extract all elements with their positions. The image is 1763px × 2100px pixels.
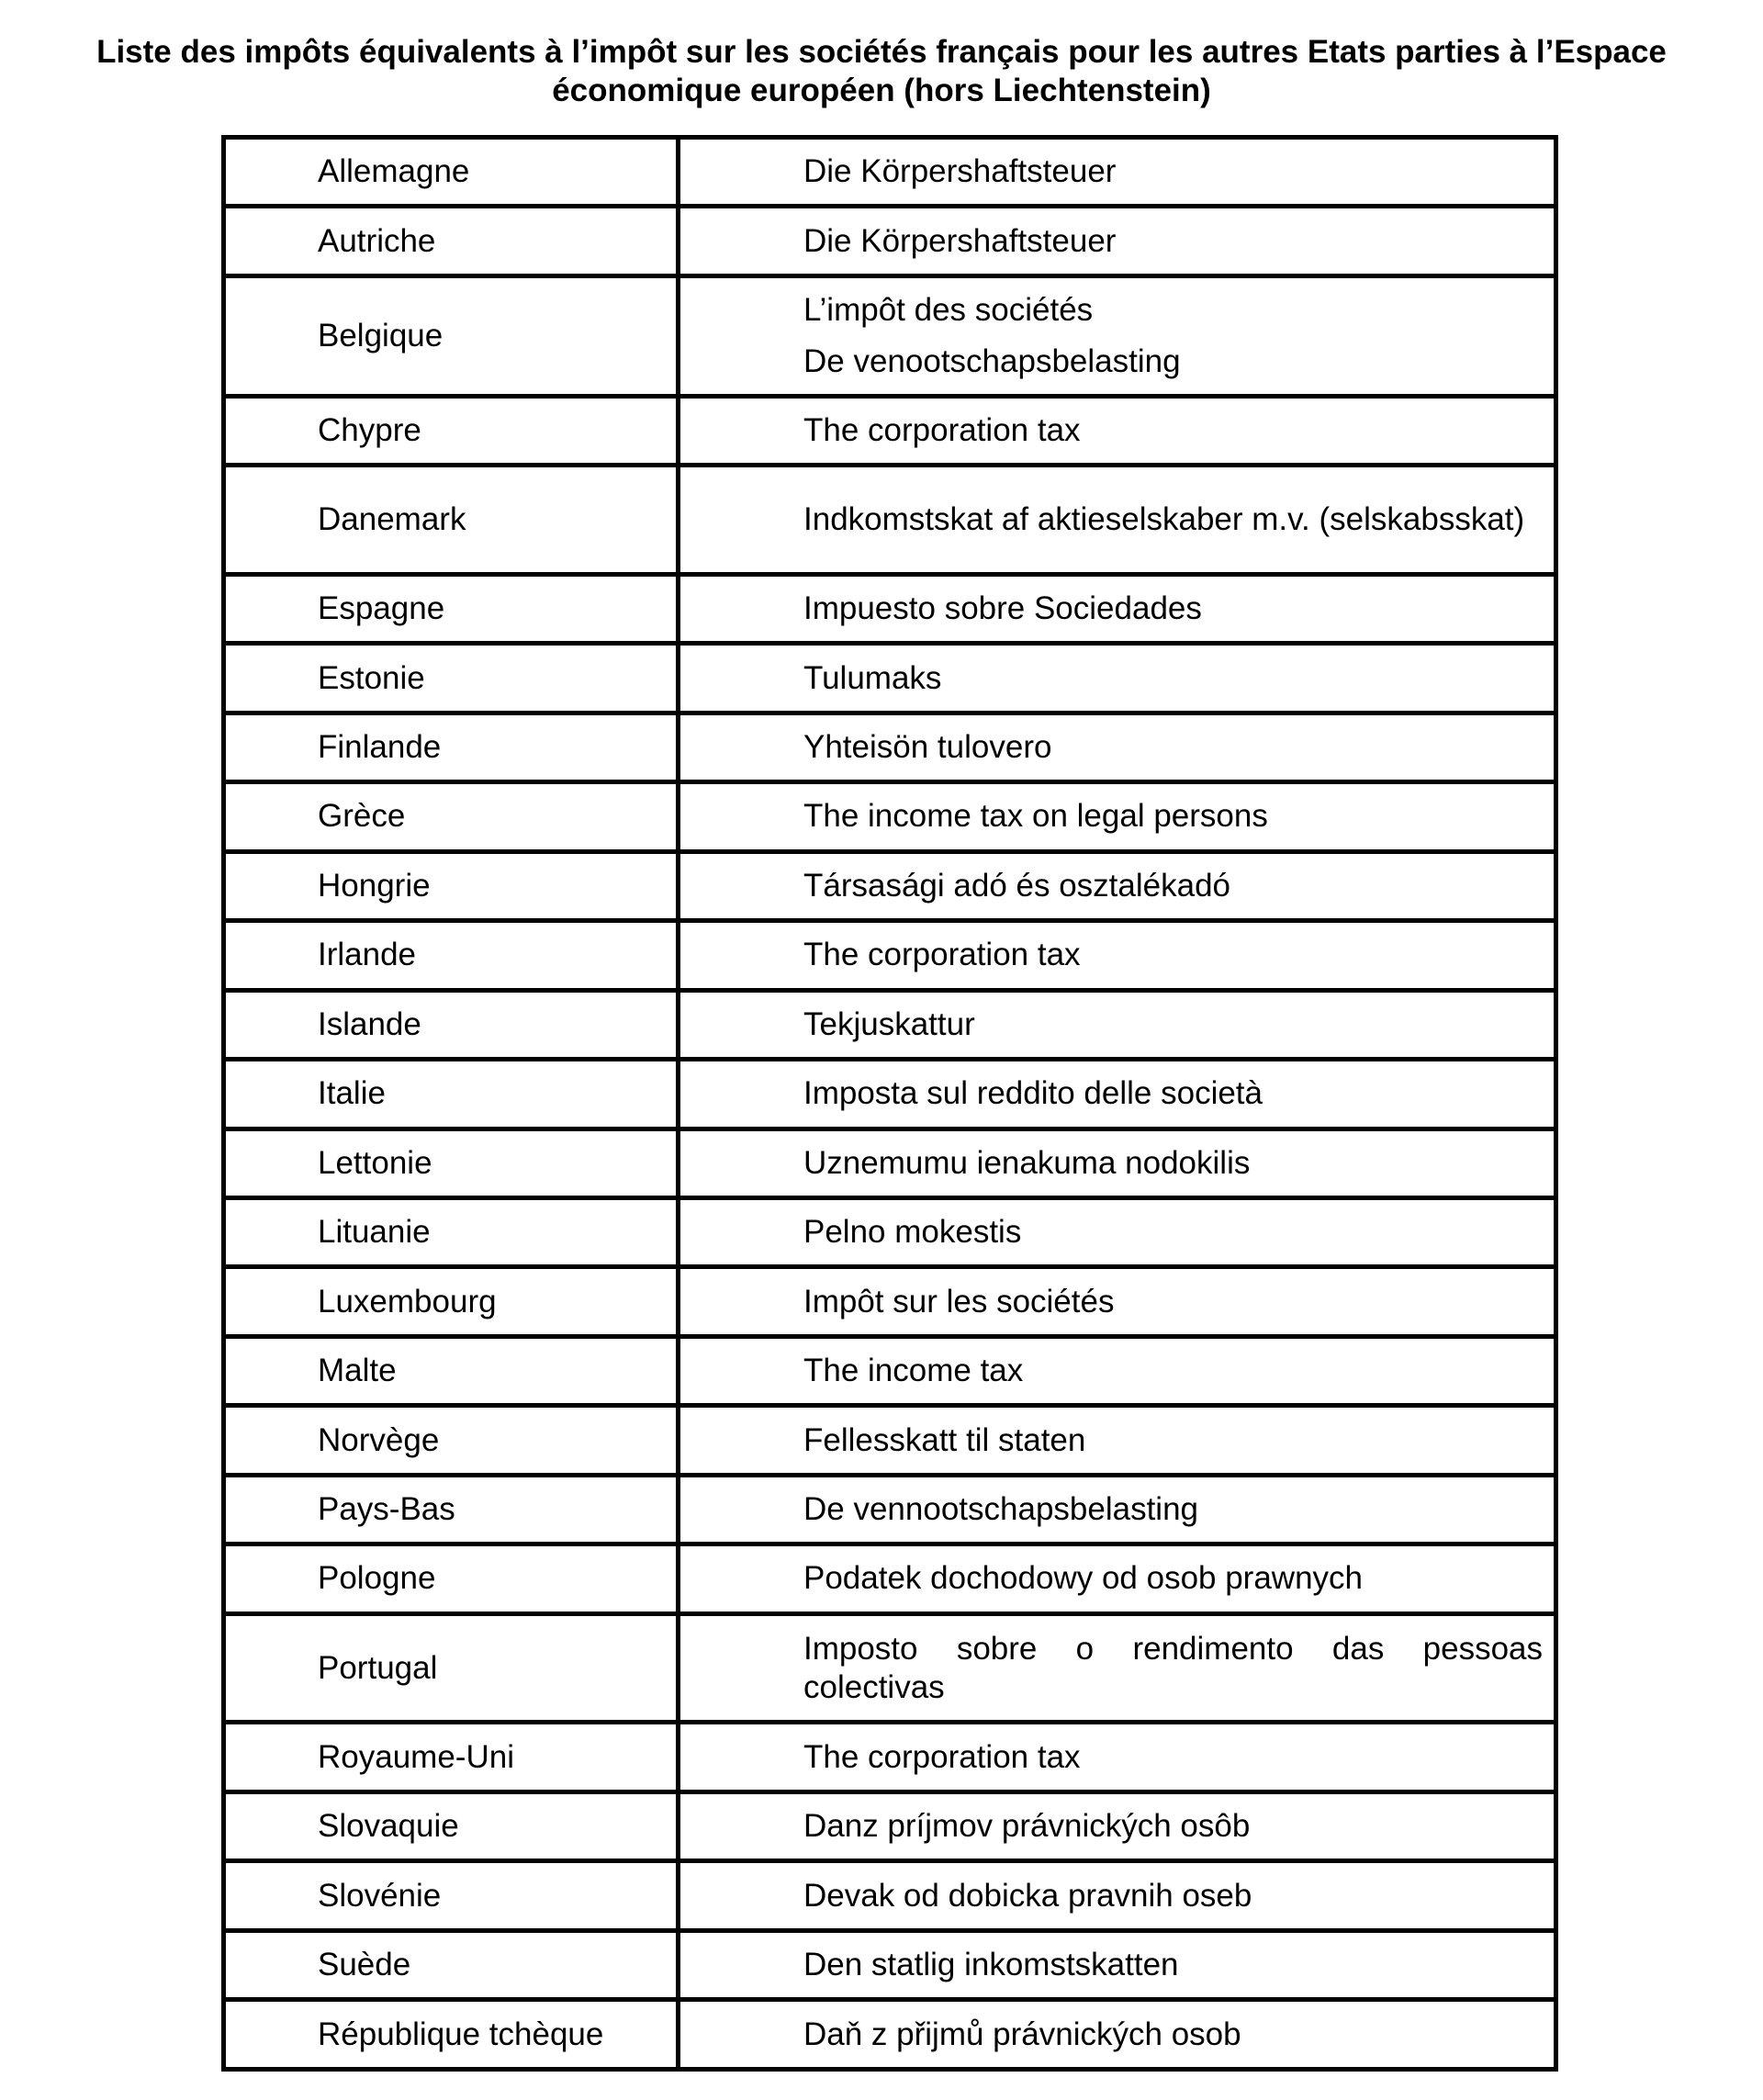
table-row [224, 921, 1556, 990]
tax-name: Danz príjmov právnických osôb [803, 1808, 1251, 1845]
tax-name: Fellesskatt til staten [803, 1421, 1086, 1458]
page-title [0, 33, 1763, 110]
tax-name: Tulumaks [803, 659, 942, 696]
country-cell: Malte [224, 1336, 679, 1405]
tax-name: L’impôt des sociétés [803, 291, 1094, 328]
tax-name: The income tax on legal persons [803, 798, 1268, 835]
country-cell: Italie [224, 1060, 679, 1129]
table-row [224, 851, 1556, 920]
table-row [224, 713, 1556, 781]
tax-name: Indkomstskat af aktieselskaber m.v. (selskabsskat) [803, 501, 1525, 538]
country-cell: Espagne [224, 574, 679, 643]
tax-cell [679, 1475, 1556, 1544]
tax-cell [679, 1267, 1556, 1336]
country-cell: Grèce [224, 782, 679, 851]
table-row [224, 644, 1556, 713]
country-cell: Islande [224, 990, 679, 1059]
tax-name: Yhteisön tulovero [803, 729, 1052, 765]
table-row [224, 275, 1556, 396]
country-cell: Irlande [224, 921, 679, 990]
country-cell: Slovénie [224, 1861, 679, 1930]
country-cell: Autriche [224, 207, 679, 275]
table-row [224, 1406, 1556, 1475]
tax-name: De venootschapsbelasting [803, 343, 1181, 379]
tax-cell [679, 713, 1556, 781]
table-body [224, 138, 1556, 2070]
tax-cell [679, 1129, 1556, 1197]
table-row [224, 1544, 1556, 1613]
country-cell: Finlande [224, 713, 679, 781]
table-row [224, 207, 1556, 275]
table-row [224, 1613, 1556, 1723]
tax-name: Tekjuskattur [803, 1005, 975, 1042]
tax-cell [679, 851, 1556, 920]
tax-name: Imposta sul reddito delle società [803, 1075, 1263, 1112]
table-row [224, 138, 1556, 207]
tax-name: The corporation tax [803, 937, 1081, 973]
tax-name: The corporation tax [803, 411, 1081, 448]
tax-cell [679, 1060, 1556, 1129]
tax-name: Die Körpershaftsteuer [803, 153, 1117, 190]
table-row [224, 1475, 1556, 1544]
country-cell: République tchèque [224, 2000, 679, 2070]
tax-cell [679, 396, 1556, 465]
tax-cell [679, 644, 1556, 713]
tax-name: Társasági adó és osztalékadó [803, 867, 1230, 904]
tax-cell [679, 207, 1556, 275]
country-cell: Slovaquie [224, 1791, 679, 1860]
country-cell: Pologne [224, 1544, 679, 1613]
table-row [224, 1267, 1556, 1336]
table-row [224, 1336, 1556, 1405]
tax-equivalence-table [221, 135, 1558, 2072]
tax-name: Die Körpershaftsteuer [803, 222, 1117, 259]
country-cell: Lituanie [224, 1197, 679, 1266]
table-row [224, 1197, 1556, 1266]
table-row [224, 1861, 1556, 1930]
tax-name: De vennootschapsbelasting [803, 1490, 1199, 1527]
table-row [224, 1129, 1556, 1197]
tax-cell [679, 1723, 1556, 1791]
country-cell: Suède [224, 1930, 679, 1999]
tax-name: Den statlig inkomstskatten [803, 1946, 1179, 1982]
tax-cell [679, 275, 1556, 396]
tax-cell [679, 1861, 1556, 1930]
table-row [224, 466, 1556, 575]
tax-cell [679, 2000, 1556, 2070]
table-row [224, 1723, 1556, 1791]
tax-cell [679, 1544, 1556, 1613]
tax-name: Impuesto sobre Sociedades [803, 590, 1202, 627]
country-cell: Estonie [224, 644, 679, 713]
table-row [224, 1791, 1556, 1860]
table-row [224, 2000, 1556, 2070]
country-cell: Lettonie [224, 1129, 679, 1197]
tax-name: Imposto sobre o rendimento das pessoas colectivas [803, 1630, 1543, 1705]
country-cell: Portugal [224, 1613, 679, 1723]
country-cell: Hongrie [224, 851, 679, 920]
table-row [224, 1930, 1556, 1999]
tax-cell [679, 1197, 1556, 1266]
tax-name: Pelno mokestis [803, 1214, 1022, 1251]
tax-cell [679, 1930, 1556, 1999]
country-cell: Belgique [224, 275, 679, 396]
tax-name: The corporation tax [803, 1738, 1081, 1775]
tax-name: Impôt sur les sociétés [803, 1283, 1115, 1320]
tax-cell [679, 138, 1556, 207]
tax-cell [679, 574, 1556, 643]
tax-name: Daň z přijmů právnických osob [803, 2016, 1241, 2052]
table-row [224, 396, 1556, 465]
title-line-2: économique européen (hors Liechtenstein) [552, 73, 1211, 108]
title-line-1: Liste des impôts équivalents à l’impôt sur les sociétés français pour les autres Etats parties à l’Espace [96, 34, 1667, 70]
tax-cell [679, 1791, 1556, 1860]
table-row [224, 1060, 1556, 1129]
country-cell: Norvège [224, 1406, 679, 1475]
table-row [224, 782, 1556, 851]
tax-name: Uznemumu ienakuma nodokilis [803, 1144, 1251, 1181]
tax-cell [679, 921, 1556, 990]
country-cell: Danemark [224, 466, 679, 575]
tax-cell [679, 1613, 1556, 1723]
tax-name: Devak od dobicka pravnih oseb [803, 1877, 1252, 1914]
country-cell: Chypre [224, 396, 679, 465]
country-cell: Pays-Bas [224, 1475, 679, 1544]
country-cell: Allemagne [224, 138, 679, 207]
tax-cell [679, 990, 1556, 1059]
tax-name: The income tax [803, 1353, 1024, 1389]
country-cell: Luxembourg [224, 1267, 679, 1336]
tax-cell [679, 782, 1556, 851]
tax-cell [679, 466, 1556, 575]
tax-cell [679, 1406, 1556, 1475]
tax-name: Podatek dochodowy od osob prawnych [803, 1560, 1364, 1597]
table-row [224, 574, 1556, 643]
country-cell: Royaume-Uni [224, 1723, 679, 1791]
tax-cell [679, 1336, 1556, 1405]
table-row [224, 990, 1556, 1059]
